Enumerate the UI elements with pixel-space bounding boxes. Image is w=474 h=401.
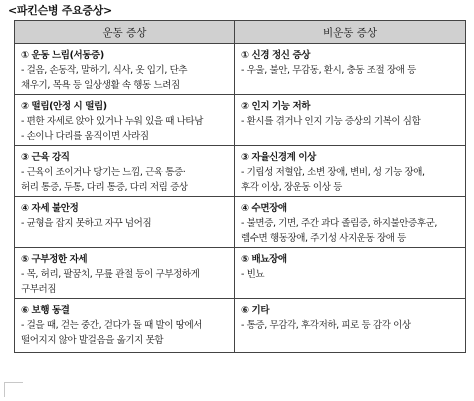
nonmotor-symptom-line: 렘수면 행동장애, 주기성 사지운동 장애 등 (241, 233, 406, 244)
nonmotor-symptom-line: - 통증, 무감각, 후각저하, 피로 등 감각 이상 (241, 320, 411, 331)
nonmotor-symptom-title: ① 신경 정신 증상 (241, 50, 311, 61)
motor-symptom-title: ③ 근육 강직 (21, 152, 70, 163)
nonmotor-symptom-cell (235, 299, 466, 353)
nonmotor-symptom-title: ② 인지 기능 저하 (241, 101, 311, 112)
motor-symptom-line: 허리 통증, 두통, 다리 통증, 다리 저림 증상 (21, 182, 188, 193)
motor-symptom-line: - 편한 자세로 앉아 있거나 누워 있을 때 나타남 (21, 116, 203, 127)
nonmotor-symptom-line: - 환시를 겪거나 인지 기능 증상의 기복이 심함 (241, 116, 421, 127)
nonmotor-symptom-cell (235, 95, 466, 146)
motor-symptom-cell (15, 299, 235, 353)
motor-symptom-cell (15, 95, 235, 146)
symptoms-table (14, 20, 466, 353)
nonmotor-symptom-line: - 우울, 불안, 무감동, 환시, 충동 조절 장애 등 (241, 65, 416, 76)
motor-symptom-title: ⑥ 보행 동결 (21, 305, 70, 316)
nonmotor-symptom-title: ⑥ 기타 (241, 305, 270, 316)
nonmotor-symptom-cell (235, 197, 466, 248)
motor-symptom-line: - 손이나 다리를 움직이면 사라짐 (21, 131, 149, 142)
motor-symptom-line: - 목, 허리, 팔꿈치, 무릎 관절 등이 구부정하게 (21, 269, 200, 280)
table-row (15, 197, 466, 248)
nonmotor-symptom-title: ⑤ 배뇨장애 (241, 254, 287, 265)
nonmotor-symptom-line: - 기립성 저혈압, 소변 장애, 변비, 성 기능 장애, (241, 167, 425, 178)
table-row (15, 95, 466, 146)
motor-symptom-title: ⑤ 구부정한 자세 (21, 254, 88, 265)
motor-symptom-title: ② 떨림(안정 시 떨림) (21, 101, 107, 112)
nonmotor-symptom-cell (235, 44, 466, 95)
motor-symptom-line: 채우기, 목욕 등 일상생활 속 행동 느려짐 (21, 80, 180, 91)
table-body (15, 44, 466, 353)
nonmotor-symptom-title: ③ 자율신경계 이상 (241, 152, 316, 163)
motor-symptom-title: ④ 자세 불안정 (21, 203, 79, 214)
nonmotor-symptom-line: 후각 이상, 장운동 이상 등 (241, 182, 342, 193)
table-row (15, 44, 466, 95)
nonmotor-symptom-line: - 불면증, 기면, 주간 과다 졸림증, 하지불안증후군, (241, 218, 437, 229)
motor-symptom-cell (15, 248, 235, 299)
nonmotor-symptom-cell (235, 146, 466, 197)
motor-symptom-line: - 걸을 때, 걷는 중간, 걷다가 돌 때 발이 땅에서 (21, 320, 203, 331)
motor-symptom-line: 구부러짐 (21, 284, 57, 295)
motor-symptom-cell (15, 146, 235, 197)
header-row (15, 21, 466, 44)
table-row (15, 248, 466, 299)
table-row (15, 146, 466, 197)
motor-symptom-line: 떨어지지 않아 발걸음을 옮기지 못함 (21, 335, 164, 346)
nonmotor-header: 비운동 증상 (235, 21, 466, 44)
nonmotor-symptom-line: - 빈뇨 (241, 269, 265, 280)
table-row (15, 299, 466, 353)
nonmotor-symptom-title: ④ 수면장애 (241, 203, 287, 214)
motor-symptom-line: - 균형을 잡지 못하고 자꾸 넘어짐 (21, 218, 152, 229)
table-caption: <파킨슨병 주요증상> (8, 4, 112, 17)
motor-symptom-line: - 근육이 조이거나 당기는 느낌, 근육 통증· (21, 167, 186, 178)
corner-mark (4, 382, 23, 397)
motor-symptom-cell (15, 44, 235, 95)
nonmotor-symptom-cell (235, 248, 466, 299)
motor-symptom-cell (15, 197, 235, 248)
motor-symptom-line: - 걸음, 손동작, 말하기, 식사, 옷 입기, 단추 (21, 65, 188, 76)
motor-symptom-title: ① 운동 느림(서동증) (21, 50, 104, 61)
motor-header: 운동 증상 (15, 21, 235, 44)
